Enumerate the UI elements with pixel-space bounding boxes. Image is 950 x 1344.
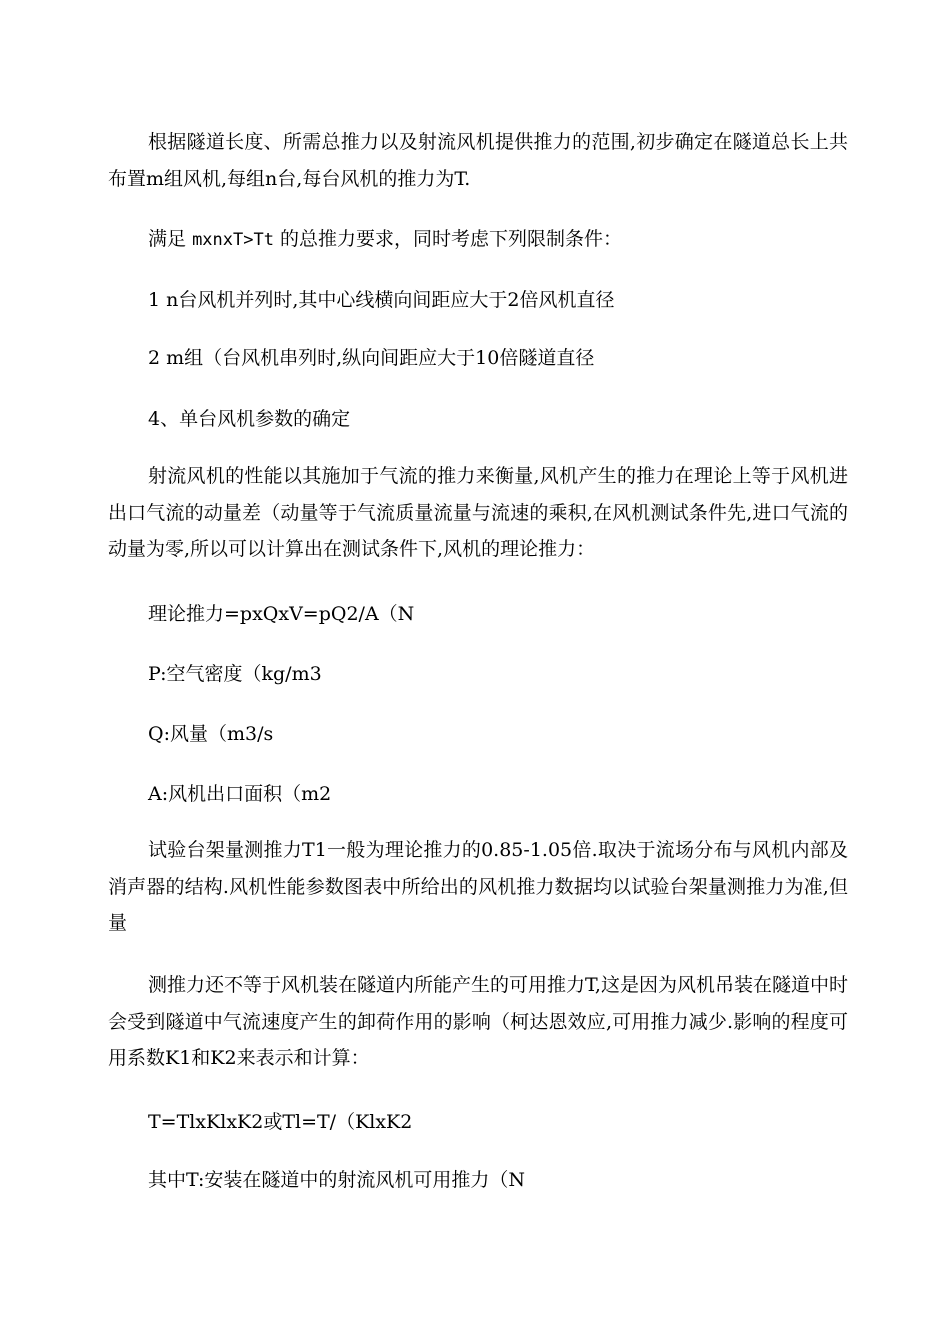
formula-theoretical-thrust: 理论推力=pxQxV=pQ2/A（N [148, 603, 415, 625]
paragraph-test-thrust: 试验台架量测推力T1一般为理论推力的0.85-1.05倍.取决于流场分布与风机内部及消声器的结构.风机性能参数图表中所给出的风机推力数据均以试验台架量测推力为准,但量 [108, 839, 848, 934]
constraint-item-1: 1 n台风机并列时,其中心线横向间距应大于2倍风机直径 [148, 289, 615, 311]
paragraph-usable-thrust: 测推力还不等于风机装在隧道内所能产生的可用推力T,这是因为风机吊装在隧道中时会受到隧道中气流速度产生的卸荷作用的影响（柯达恩效应,可用推力减少.影响的程度可用系数K1和K2来表示和计算： [108, 974, 848, 1069]
paragraph-thrust-requirement-prefix: 满足 [148, 228, 187, 250]
paragraph-thrust-requirement-suffix: 的总推力要求，同时考虑下列限制条件： [280, 228, 623, 250]
definition-air-density: P:空气密度（kg/m3 [148, 663, 322, 685]
paragraph-fan-performance: 射流风机的性能以其施加于气流的推力来衡量,风机产生的推力在理论上等于风机进出口气流的动量差（动量等于气流质量流量与流速的乘积,在风机测试条件先,进口气流的动量为零,所以可以计算出在测试条件下,风机的理论推力： [108, 465, 848, 560]
definition-outlet-area: A:风机出口面积（m2 [148, 783, 332, 805]
constraint-item-2: 2 m组（台风机串列时,纵向间距应大于10倍隧道直径 [148, 347, 595, 369]
definition-air-volume: Q:风量（m3/s [148, 723, 274, 745]
section-heading-fan-parameters: 4、单台风机参数的确定 [148, 408, 351, 430]
definition-usable-thrust: 其中T:安装在隧道中的射流风机可用推力（N [148, 1169, 526, 1191]
thrust-inequality-formula: mxnxT>Tt [192, 230, 274, 250]
paragraph-layout-plan: 根据隧道长度、所需总推力以及射流风机提供推力的范围,初步确定在隧道总长上共布置m组风机,每组n台,每台风机的推力为T. [108, 131, 848, 190]
paragraph-thrust-requirement [108, 221, 848, 259]
formula-usable-thrust: T=TlxKlxK2或Tl=T/（KlxK2 [148, 1111, 413, 1133]
